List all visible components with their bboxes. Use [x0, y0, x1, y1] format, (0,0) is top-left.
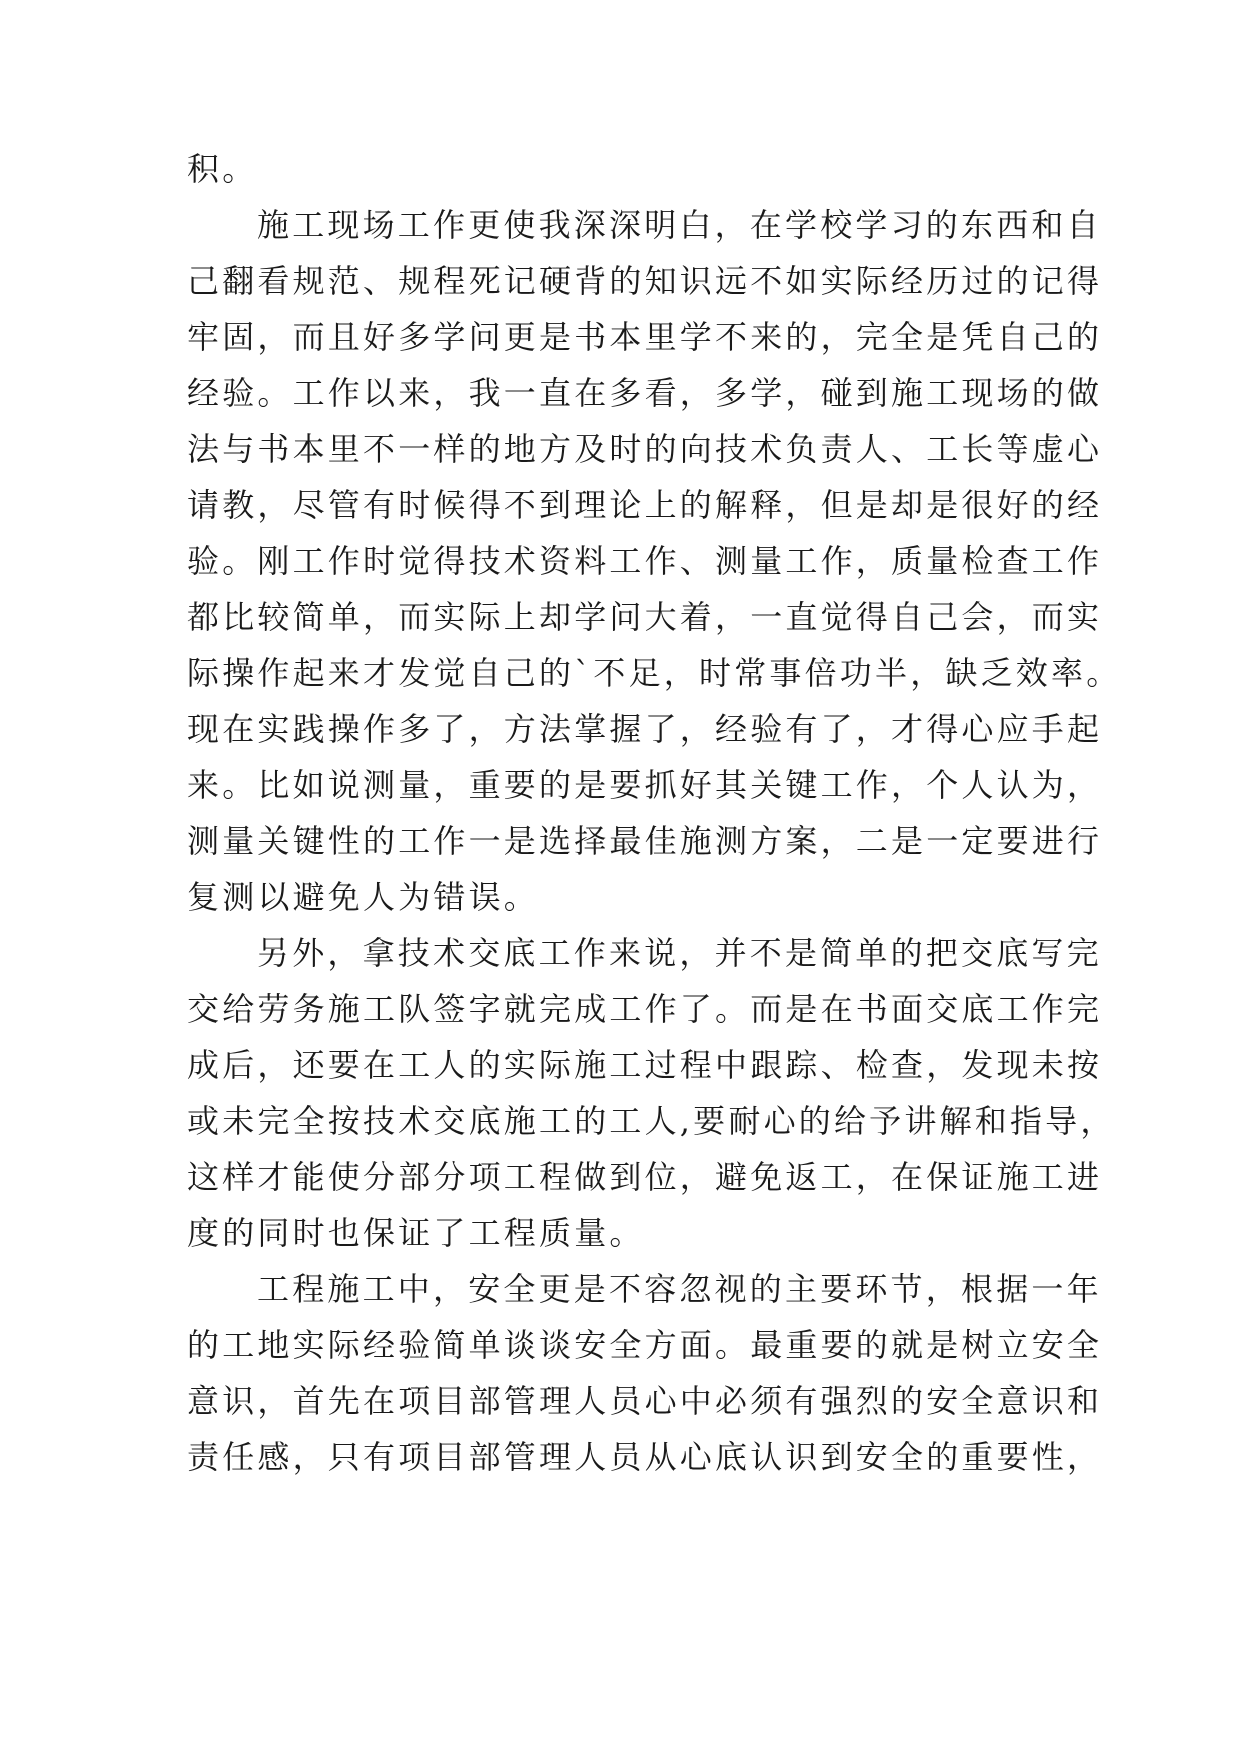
text-line: 积。 [187, 150, 258, 188]
text-line: 请教，尽管有时候得不到理论上的解释，但是却是很好的经 [187, 486, 1103, 524]
paragraph-start-line: 工程施工中，安全更是不容忽视的主要环节，根据一年 [257, 1270, 1102, 1308]
text-line: 测量关键性的工作一是选择最佳施测方案，二是一定要进行 [187, 822, 1103, 860]
text-line: 的工地实际经验简单谈谈安全方面。最重要的就是树立安全 [187, 1326, 1103, 1364]
text-line: 都比较简单，而实际上却学问大着，一直觉得自己会，而实 [187, 598, 1103, 636]
text-line: 或未完全按技术交底施工的工人,要耐心的给予讲解和指导， [187, 1102, 1116, 1140]
text-line: 这样才能使分部分项工程做到位，避免返工，在保证施工进 [187, 1158, 1103, 1196]
text-line: 度的同时也保证了工程质量。 [187, 1214, 645, 1252]
text-line: 牢固，而且好多学问更是书本里学不来的，完全是凭自己的 [187, 318, 1103, 356]
text-line: 责任感，只有项目部管理人员从心底认识到安全的重要性， [187, 1438, 1103, 1476]
text-line: 己翻看规范、规程死记硬背的知识远不如实际经历过的记得 [187, 262, 1103, 300]
text-line: 法与书本里不一样的地方及时的向技术负责人、工长等虚心 [187, 430, 1103, 468]
paragraph-start-line: 另外，拿技术交底工作来说，并不是简单的把交底写完 [257, 934, 1102, 972]
text-line: 意识，首先在项目部管理人员心中必须有强烈的安全意识和 [187, 1382, 1103, 1420]
text-line: 成后，还要在工人的实际施工过程中跟踪、检查，发现未按 [187, 1046, 1103, 1084]
text-line: 经验。工作以来，我一直在多看，多学，碰到施工现场的做 [187, 374, 1103, 412]
text-line: 验。刚工作时觉得技术资料工作、测量工作，质量检查工作 [187, 542, 1103, 580]
text-line: 来。比如说测量，重要的是要抓好其关键工作，个人认为， [187, 766, 1103, 804]
text-line: 复测以避免人为错误。 [187, 878, 540, 916]
paragraph-start-line: 施工现场工作更使我深深明白，在学校学习的东西和自 [257, 206, 1102, 244]
text-line: 交给劳务施工队签字就完成工作了。而是在书面交底工作完 [187, 990, 1103, 1028]
text-line: 现在实践操作多了，方法掌握了，经验有了，才得心应手起 [187, 710, 1103, 748]
text-line: 际操作起来才发觉自己的`不足，时常事倍功半，缺乏效率。 [187, 654, 1122, 692]
